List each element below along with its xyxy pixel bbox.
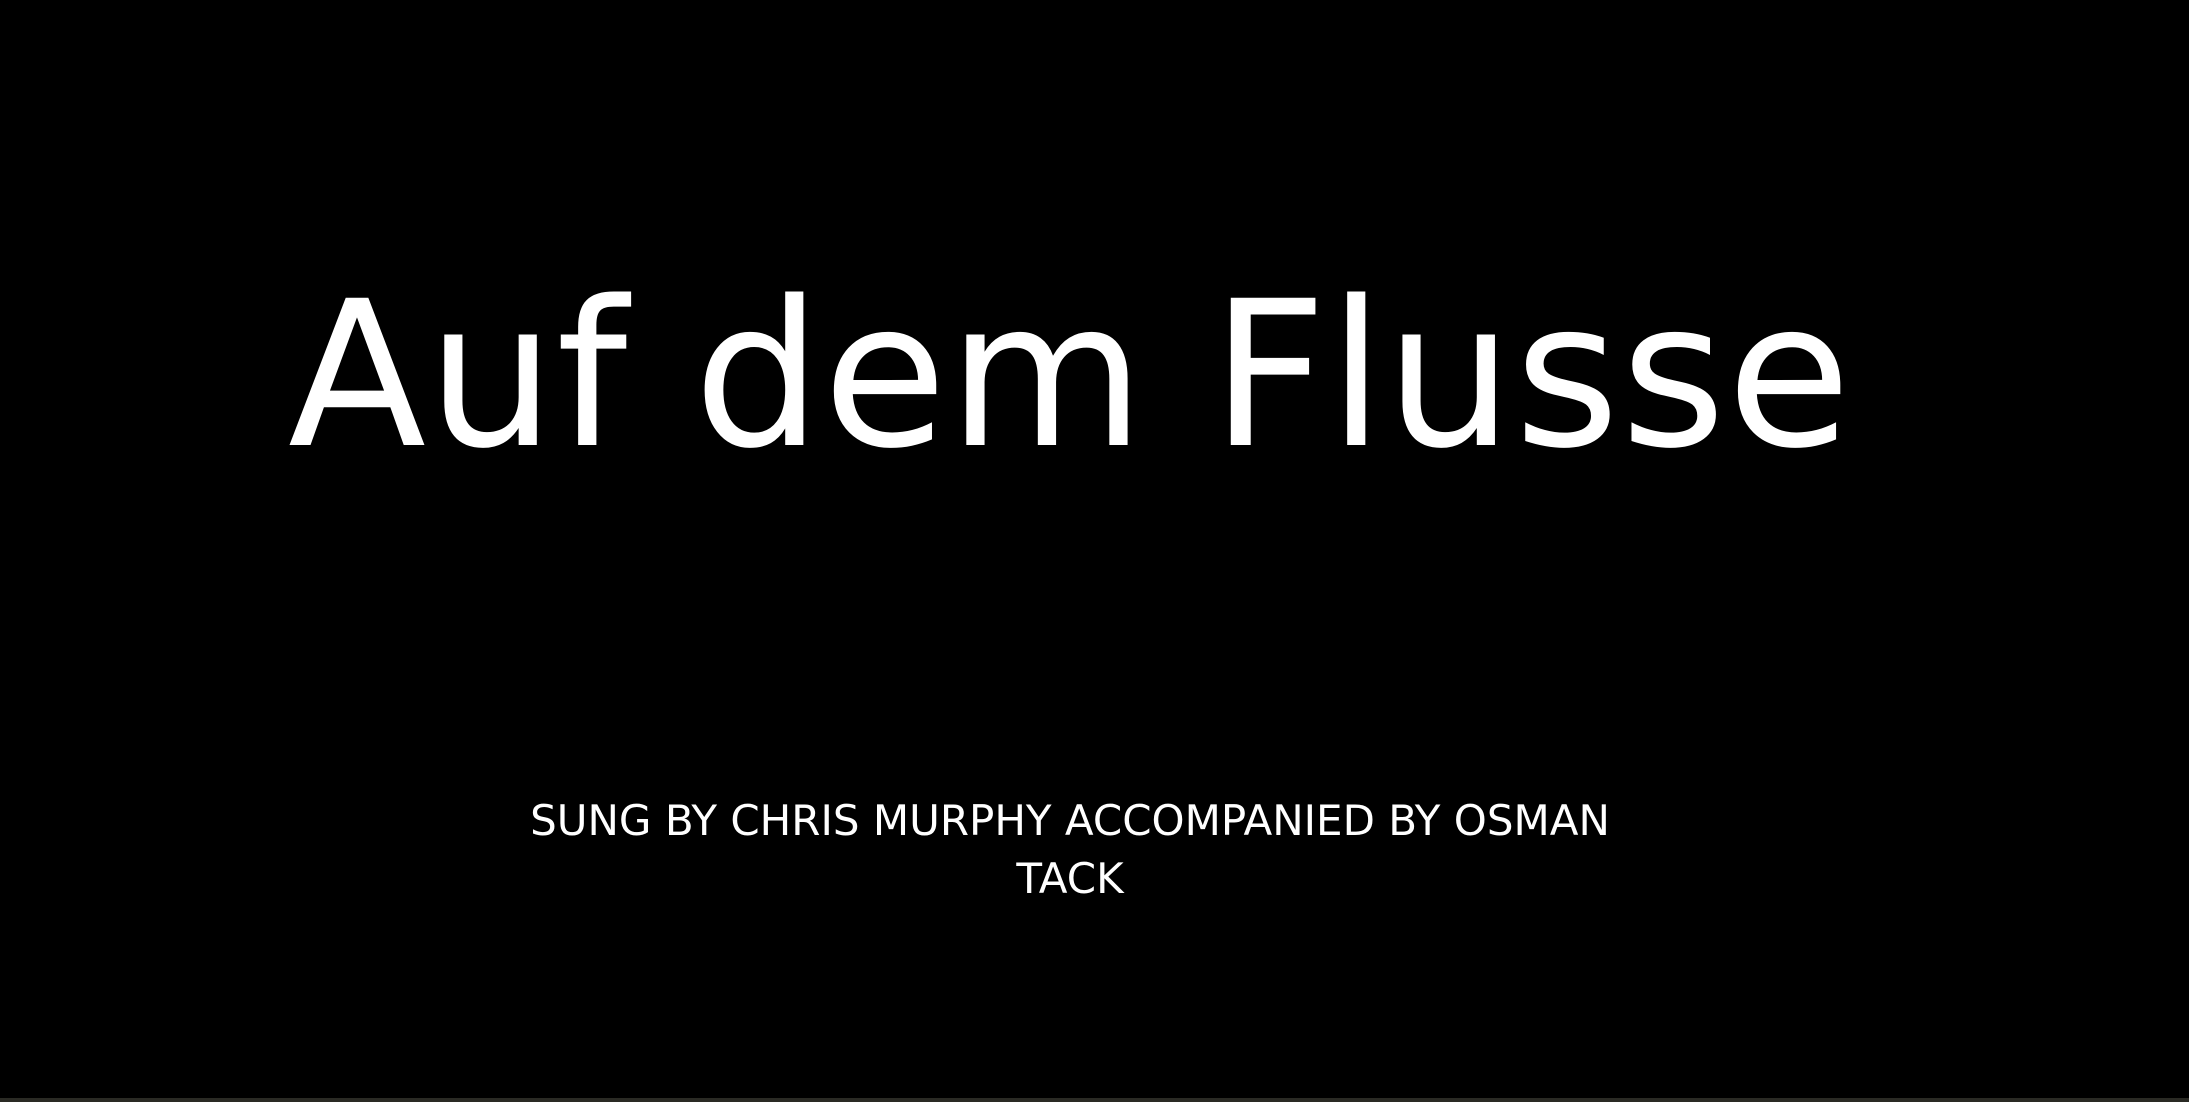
slide-subtitle: SUNG BY CHRIS MURPHY ACCOMPANIED BY OSMAN TACK xyxy=(530,796,1610,903)
bottom-edge-divider xyxy=(0,1098,2189,1102)
slide-title: Auf dem Flusse xyxy=(287,257,1853,493)
